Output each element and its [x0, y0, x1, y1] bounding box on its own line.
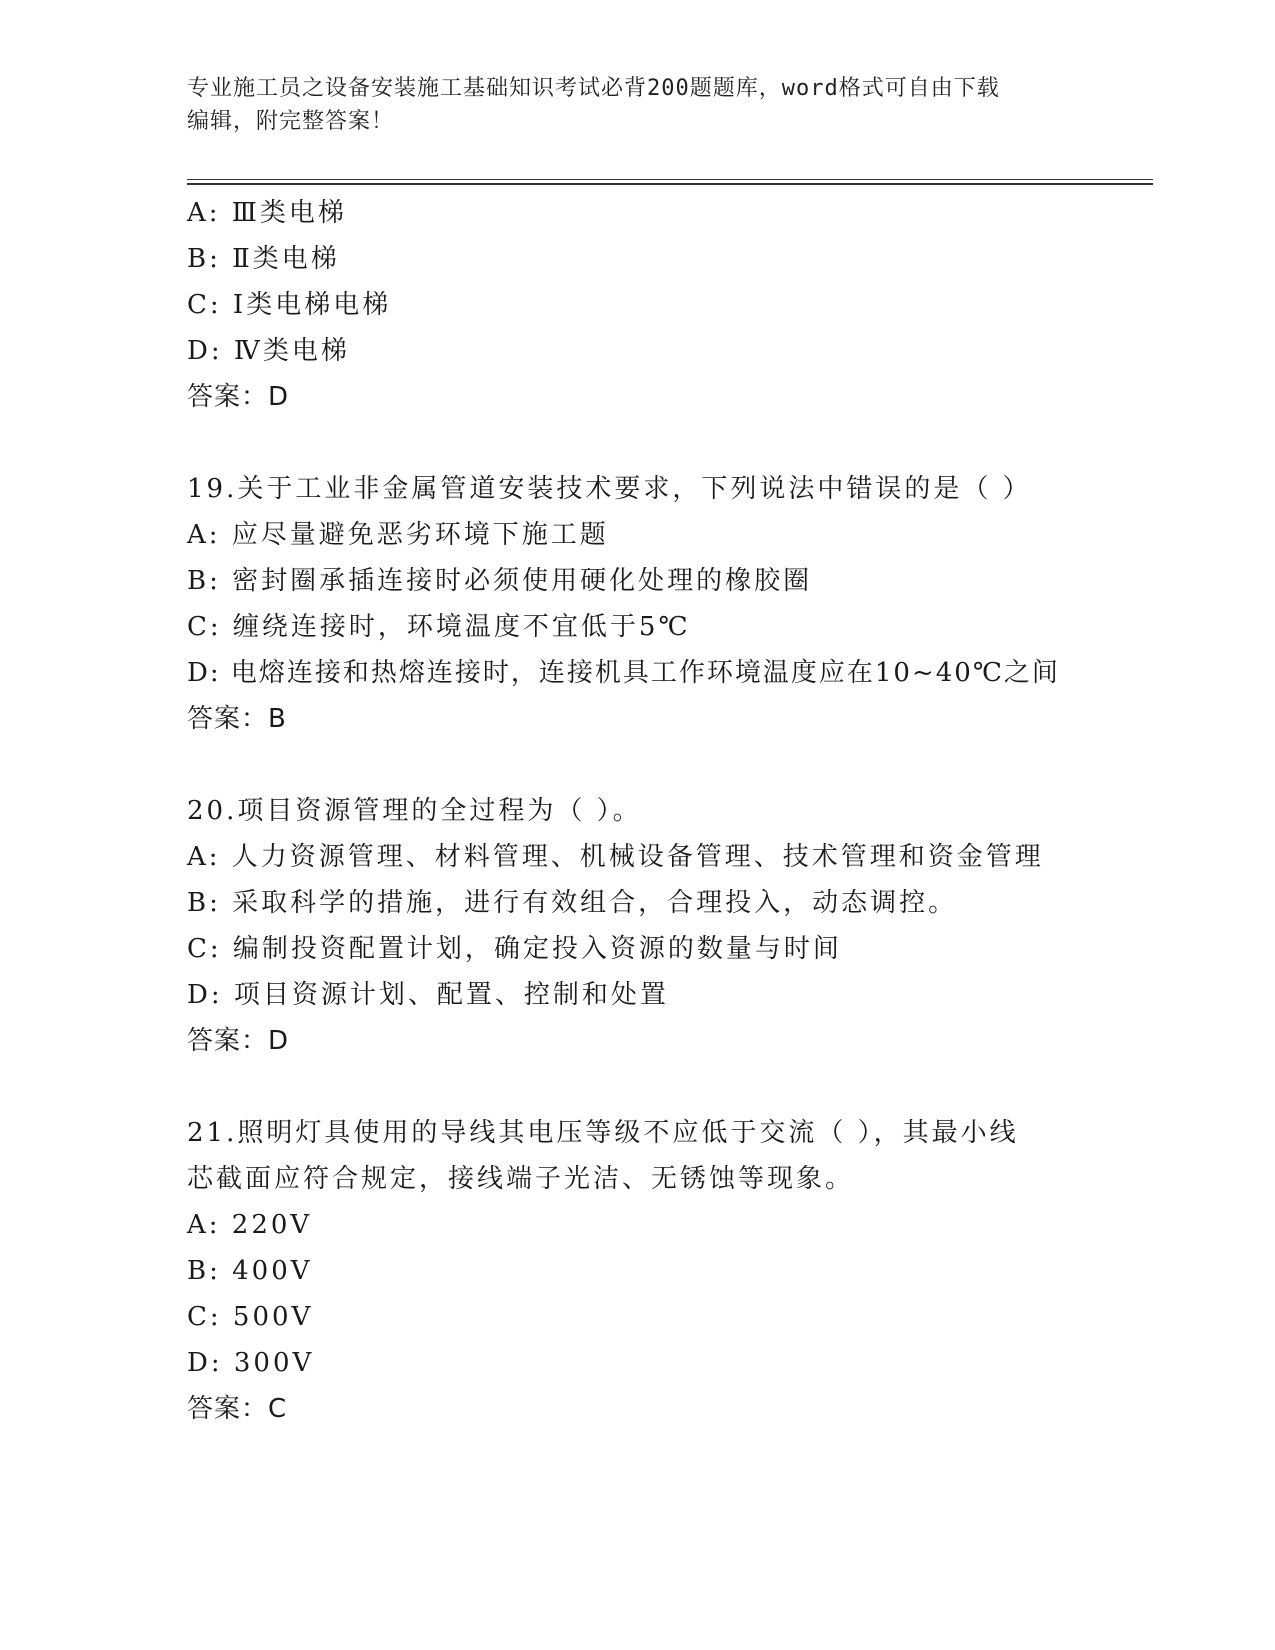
option-c: C: 缠绕连接时，环境温度不宜低于5℃	[187, 612, 691, 642]
option-a: A: 应尽量避免恶劣环境下施工题	[187, 520, 609, 550]
header-divider-thin	[187, 179, 1153, 180]
option-b: B: 400V	[187, 1256, 313, 1286]
question-stem: 20.项目资源管理的全过程为（ ）。	[187, 796, 642, 826]
option-b: B: 密封圈承插连接时必须使用硬化处理的橡胶圈	[187, 566, 813, 596]
spacer	[187, 742, 1087, 788]
question-block	[187, 466, 1087, 742]
option-d: D: 300V	[187, 1348, 315, 1378]
option-a: A: 人力资源管理、材料管理、机械设备管理、技术管理和资金管理	[187, 842, 1044, 872]
question-block	[187, 1110, 1087, 1432]
spacer	[187, 420, 1087, 466]
option-a: A: 220V	[187, 1210, 313, 1240]
spacer	[187, 1064, 1087, 1110]
option-a: A: Ⅲ类电梯	[187, 198, 347, 228]
question-stem: 19.关于工业非金属管道安装技术要求，下列说法中错误的是（ ）	[187, 474, 1032, 504]
header-divider-thick	[187, 183, 1153, 185]
document-header	[187, 72, 1067, 138]
option-c: C: 编制投资配置计划，确定投入资源的数量与时间	[187, 934, 842, 964]
option-c: C: 500V	[187, 1302, 314, 1332]
question-list	[187, 190, 1087, 1432]
option-c: C: Ⅰ类电梯电梯	[187, 290, 392, 320]
question-block	[187, 190, 1087, 420]
option-b: B: 采取科学的措施，进行有效组合，合理投入，动态调控。	[187, 888, 958, 918]
answer-line: 答案：D	[187, 1026, 290, 1056]
option-d: D: Ⅳ类电梯	[187, 336, 350, 366]
header-line-2: 编辑，附完整答案！	[187, 109, 395, 134]
header-line-1: 专业施工员之设备安装施工基础知识考试必背200题题库，word格式可自由下载	[187, 76, 1000, 101]
question-block	[187, 788, 1087, 1064]
answer-line: 答案：C	[187, 1394, 288, 1424]
option-d: D: 电熔连接和热熔连接时，连接机具工作环境温度应在10~40℃之间	[187, 658, 1060, 688]
answer-line: 答案：B	[187, 704, 287, 734]
option-b: B: Ⅱ类电梯	[187, 244, 340, 274]
question-stem: 21.照明灯具使用的导线其电压等级不应低于交流（ ），其最小线芯截面应符合规定，接线端子光洁、无锈蚀等现象。	[187, 1118, 1019, 1194]
option-d: D: 项目资源计划、配置、控制和处置	[187, 980, 669, 1010]
answer-line: 答案：D	[187, 382, 290, 412]
